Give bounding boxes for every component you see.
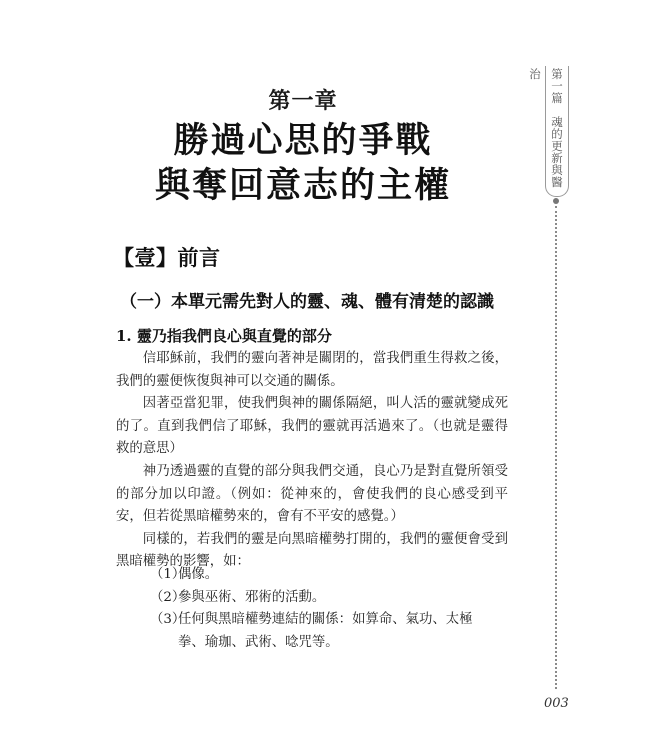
chapter-title-line-1: 勝過心思的爭戰 (173, 120, 433, 161)
chapter-title-line-2: 與奪回意志的主權 (154, 165, 451, 206)
subsection-heading: （一）本單元需先對人的靈、魂、體有清楚的認識 (120, 292, 494, 312)
list-number: （3） (150, 612, 186, 628)
chapter-title (0, 118, 628, 208)
list-number: （2） (150, 589, 186, 605)
paragraph: 信耶穌前，我們的靈向著神是關閉的，當我們重生得救之後，我們的靈便恢復與神可以交通的關係。 (116, 351, 508, 389)
section-heading: 【壹】前言 (113, 245, 221, 270)
list-item (150, 609, 490, 654)
side-tab-dot-icon (553, 198, 559, 204)
paragraph: 因著亞當犯罪，使我們與神的關係隔絕，叫人活的靈就變成死的了。直到我們信了耶穌，我們的靈就再活過來了。（也就是靈得救的意思） (116, 396, 508, 457)
page-number: 003 (544, 696, 569, 711)
side-dotted-line (555, 206, 557, 689)
point-heading: 1. 靈乃指我們良心與直覺的部分 (116, 327, 332, 345)
body-text (116, 348, 508, 574)
example-list (150, 564, 490, 654)
paragraph: 同樣的，若我們的靈是向黑暗權勢打開的，我們的靈便會受到黑暗權勢的影響，如： (116, 531, 508, 570)
list-text: 任何與黑暗權勢連結的關係：如算命、氣功、太極拳、瑜珈、武術、唸咒等。 (178, 612, 473, 650)
list-text: 參與巫術、邪術的活動。 (178, 589, 326, 605)
list-item (150, 587, 490, 610)
chapter-label: 第一章 (268, 88, 338, 114)
list-item (150, 564, 490, 587)
paragraph: 神乃透過靈的直覺的部分與我們交通，良心乃是對直覺所領受的部分加以印證。（例如：從神來的，會使我們的良心感受到平安，但若從黑暗權勢來的，會有不平安的感覺。） (116, 463, 508, 525)
list-number: （1） (150, 567, 186, 582)
part-side-tab (528, 66, 569, 197)
part-side-tab-text: 第一篇 魂的更新與醫治 (528, 68, 564, 188)
list-text: 偶像。 (178, 567, 219, 582)
